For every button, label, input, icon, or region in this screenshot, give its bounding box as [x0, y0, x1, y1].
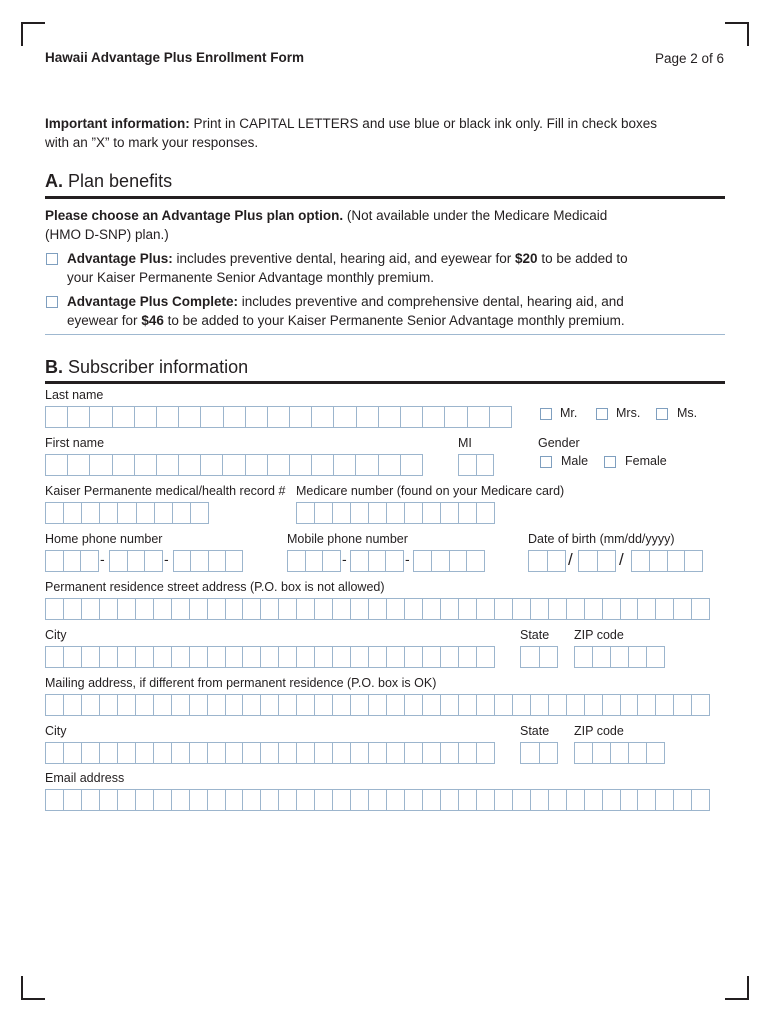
advantage-plus-complete-line2a: eyewear for	[67, 313, 138, 328]
male-label: Male	[561, 454, 589, 468]
last-name-label: Last name	[45, 388, 104, 402]
plan-prompt	[45, 206, 735, 244]
home-phone-dash-2: -	[164, 551, 169, 567]
plan-prompt-bold: Please choose an Advantage Plus plan option.	[45, 208, 344, 223]
corner-mark-bottom-right	[725, 976, 749, 1000]
ms-label: Ms.	[677, 406, 698, 420]
home-phone-dash-1: -	[100, 551, 105, 567]
advantage-plus-text: includes preventive dental, hearing aid, and eyewear for	[176, 251, 512, 266]
section-a-rule	[45, 196, 725, 199]
plan-prompt-line2: (HMO D-SNP) plan.)	[45, 227, 169, 242]
mrs-label: Mrs.	[616, 406, 641, 420]
corner-mark-top-left	[21, 22, 45, 46]
corner-mark-top-right	[725, 22, 749, 46]
mailing-zip-label: ZIP code	[574, 724, 624, 738]
advantage-plus-complete-checkbox[interactable]	[46, 296, 58, 308]
section-a-title: Plan benefits	[68, 171, 173, 191]
mobile-phone-line-boxes[interactable]	[413, 550, 485, 572]
mi-boxes[interactable]	[458, 454, 494, 476]
dob-label: Date of birth (mm/dd/yyyy)	[528, 532, 675, 546]
mrs-checkbox[interactable]	[596, 408, 608, 420]
female-checkbox[interactable]	[604, 456, 616, 468]
city-boxes[interactable]	[45, 646, 495, 668]
record-number-boxes[interactable]	[45, 502, 209, 524]
record-number-label: Kaiser Permanente medical/health record #	[45, 484, 286, 498]
street-address-boxes[interactable]	[45, 598, 710, 620]
mailing-city-boxes[interactable]	[45, 742, 495, 764]
advantage-plus-option	[67, 249, 707, 287]
mobile-phone-prefix-boxes[interactable]	[350, 550, 404, 572]
advantage-plus-complete-line2b: to be added to your Kaiser Permanente Senior Advantage monthly premium.	[167, 313, 625, 328]
important-label: Important information:	[45, 116, 190, 131]
page-number: Page 2 of 6	[654, 51, 724, 66]
mr-label: Mr.	[560, 406, 578, 420]
home-phone-line-boxes[interactable]	[173, 550, 243, 572]
male-checkbox[interactable]	[540, 456, 552, 468]
section-b-letter: B.	[45, 357, 63, 377]
dob-month-boxes[interactable]	[528, 550, 566, 572]
mailing-city-label: City	[45, 724, 67, 738]
home-phone-label: Home phone number	[45, 532, 163, 546]
home-phone-area-boxes[interactable]	[45, 550, 99, 572]
advantage-plus-complete-name: Advantage Plus Complete:	[67, 294, 239, 309]
dob-year-boxes[interactable]	[631, 550, 703, 572]
advantage-plus-complete-option	[67, 292, 707, 330]
advantage-plus-price: $20	[515, 251, 538, 266]
city-label: City	[45, 628, 67, 642]
advantage-plus-complete-price: $46	[141, 313, 164, 328]
advantage-plus-complete-text: includes preventive and comprehensive dental, hearing aid, and	[241, 294, 624, 309]
dob-slash-2: /	[619, 550, 624, 569]
medicare-number-label: Medicare number (found on your Medicare card)	[296, 484, 565, 498]
ms-checkbox[interactable]	[656, 408, 668, 420]
medicare-number-boxes[interactable]	[296, 502, 495, 524]
state-boxes[interactable]	[520, 646, 558, 668]
gender-label: Gender	[538, 436, 580, 450]
advantage-plus-line2: your Kaiser Permanente Senior Advantage monthly premium.	[67, 270, 434, 285]
mailing-address-label: Mailing address, if different from permanent residence (P.O. box is OK)	[45, 676, 437, 690]
first-name-label: First name	[45, 436, 105, 450]
mailing-zip-boxes[interactable]	[574, 742, 665, 764]
mi-label: MI	[458, 436, 472, 450]
mobile-phone-label: Mobile phone number	[287, 532, 408, 546]
important-information	[45, 114, 735, 152]
advantage-plus-checkbox[interactable]	[46, 253, 58, 265]
state-label: State	[520, 628, 550, 642]
email-label: Email address	[45, 771, 125, 785]
street-address-label: Permanent residence street address (P.O. box is not allowed)	[45, 580, 385, 594]
home-phone-prefix-boxes[interactable]	[109, 550, 163, 572]
mailing-state-label: State	[520, 724, 550, 738]
important-text: Print in CAPITAL LETTERS and use blue or black ink only. Fill in check boxes	[193, 116, 657, 131]
dob-slash-1: /	[568, 550, 573, 569]
email-boxes[interactable]	[45, 789, 710, 811]
mr-checkbox[interactable]	[540, 408, 552, 420]
mailing-state-boxes[interactable]	[520, 742, 558, 764]
advantage-plus-name: Advantage Plus:	[67, 251, 173, 266]
mobile-phone-dash-1: -	[342, 551, 347, 567]
section-b-heading	[45, 357, 248, 378]
section-a-bottom-rule	[45, 334, 725, 335]
last-name-boxes[interactable]	[45, 406, 512, 428]
corner-mark-bottom-left	[21, 976, 45, 1000]
form-title: Hawaii Advantage Plus Enrollment Form	[45, 50, 305, 65]
mobile-phone-area-boxes[interactable]	[287, 550, 341, 572]
mailing-address-boxes[interactable]	[45, 694, 710, 716]
section-b-rule	[45, 381, 725, 384]
zip-label: ZIP code	[574, 628, 624, 642]
plan-prompt-rest: (Not available under the Medicare Medicaid	[346, 208, 608, 223]
female-label: Female	[625, 454, 667, 468]
section-a-heading	[45, 171, 172, 192]
dob-day-boxes[interactable]	[578, 550, 616, 572]
zip-boxes[interactable]	[574, 646, 665, 668]
mobile-phone-dash-2: -	[405, 551, 410, 567]
advantage-plus-text-b: to be added to	[541, 251, 628, 266]
section-b-title: Subscriber information	[68, 357, 249, 377]
important-text-line2: with an ”X” to mark your responses.	[45, 135, 259, 150]
first-name-boxes[interactable]	[45, 454, 423, 476]
section-a-letter: A.	[45, 171, 63, 191]
